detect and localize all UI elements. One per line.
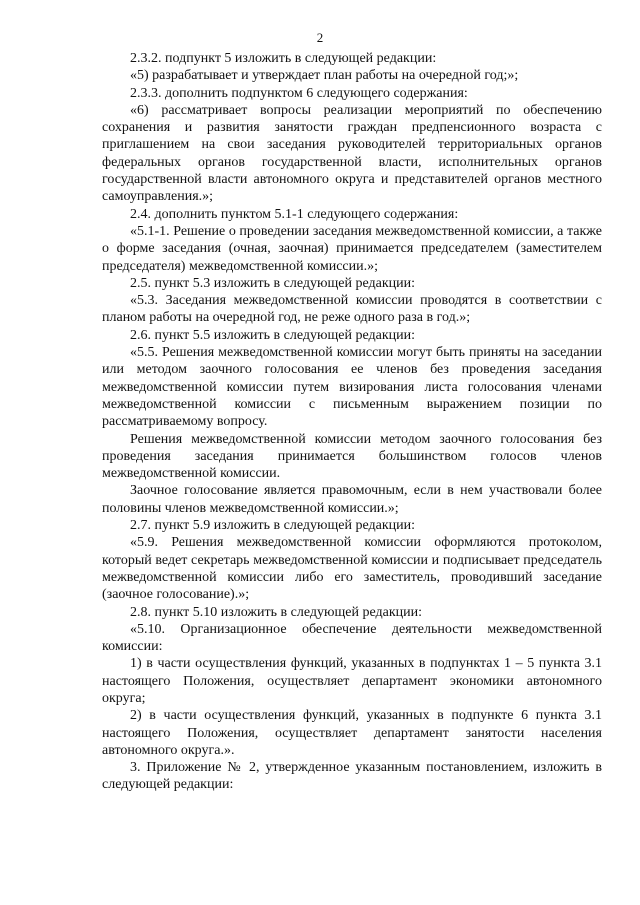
paragraph: 1) в части осуществления функций, указанных в подпунктах 1 – 5 пункта 3.1 настоящего Положения, осуществляет департамент экономики автономного округа; bbox=[102, 656, 602, 706]
paragraph: Решения межведомственной комиссии методом заочного голосования без проведения заседания принимается большинством голосов членов межведомственной комиссии. bbox=[102, 431, 602, 482]
paragraph: Заочное голосование является правомочным, если в нем участвовали более половины членов межведомственной комиссии.»; bbox=[102, 483, 602, 516]
paragraph: 2) в части осуществления функций, указанных в подпункте 6 пункта 3.1 настоящего Положения, осуществляет департамент занятости населения автономного округа.». bbox=[102, 708, 602, 758]
paragraph: «5.1-1. Решение о проведении заседания межведомственной комиссии, а также о форме заседания (очная, заочная) принимается председателем (заместителем председателя) межведомственной комиссии.»; bbox=[102, 223, 602, 274]
paragraph: «5.9. Решения межведомственной комиссии оформляются протоколом, который ведет секретарь межведомственной комиссии и подписывает председатель межведомственной комиссии либо его заместитель, проводивший заседание (заочное голосование).»; bbox=[102, 535, 602, 603]
paragraph: 2.4. дополнить пунктом 5.1-1 следующего содержания: bbox=[130, 206, 459, 222]
paragraph: 3. Приложение № 2, утвержденное указанным постановлением, изложить в следующей редакции: bbox=[102, 760, 602, 793]
page-number: 2 bbox=[316, 30, 324, 45]
paragraph: «6) рассматривает вопросы реализации мероприятий по обеспечению сохранения и развития занятости граждан предпенсионного возраста с приглашением на свои заседания руководителей территориальных органов федеральных органов государственной власти, исполнительных органов государственной власти автономного округа и представителей органов местного самоуправления.»; bbox=[102, 102, 602, 205]
paragraph: «5.3. Заседания межведомственной комиссии проводятся в соответствии с планом работы на очередной год, не реже одного раза в год.»; bbox=[102, 293, 602, 326]
paragraph: 2.3.3. дополнить подпунктом 6 следующего содержания: bbox=[130, 85, 468, 101]
document-body bbox=[102, 50, 602, 794]
paragraph: 2.7. пункт 5.9 изложить в следующей редакции: bbox=[130, 518, 415, 534]
paragraph: «5.10. Организационное обеспечение деятельности межведомственной комиссии: bbox=[102, 621, 602, 655]
paragraph: 2.3.2. подпункт 5 изложить в следующей редакции: bbox=[130, 51, 437, 66]
paragraph: «5) разрабатывает и утверждает план работы на очередной год;»; bbox=[130, 68, 519, 84]
paragraph: 2.5. пункт 5.3 изложить в следующей редакции: bbox=[130, 275, 415, 291]
paragraph: 2.8. пункт 5.10 изложить в следующей редакции: bbox=[130, 604, 422, 620]
paragraph: 2.6. пункт 5.5 изложить в следующей редакции: bbox=[130, 327, 415, 343]
paragraph: «5.5. Решения межведомственной комиссии могут быть приняты на заседании или методом заочного голосования ее членов без проведения заседания межведомственной комиссии путем визирования листа голосования членами межведомственной комиссии с письменным выражением позиции по рассматриваемому вопросу. bbox=[102, 345, 602, 430]
